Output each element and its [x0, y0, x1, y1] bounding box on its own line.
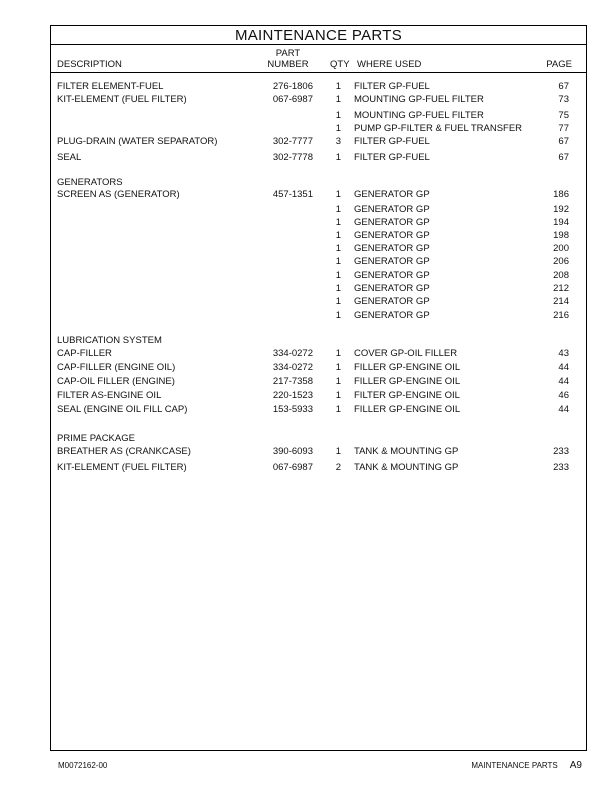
table-row	[51, 376, 586, 388]
row-where-used: TANK & MOUNTING GP	[354, 446, 459, 457]
row-qty: 1	[335, 296, 341, 307]
row-part-number: 220-1523	[272, 390, 313, 401]
row-description: CAP-FILLER	[57, 348, 112, 359]
table-row	[51, 230, 586, 242]
row-qty: 1	[335, 230, 341, 241]
row-description: GENERATORS	[57, 177, 123, 188]
row-qty: 2	[335, 462, 341, 473]
row-part-number: 390-6093	[272, 446, 313, 457]
header-where-used: WHERE USED	[357, 59, 422, 70]
table-row	[51, 362, 586, 374]
row-where-used: FILTER GP-FUEL	[354, 81, 430, 92]
row-where-used: PUMP GP-FILTER & FUEL TRANSFER	[354, 123, 523, 134]
header-part-line1: PART	[275, 48, 301, 59]
row-page: 194	[553, 217, 569, 228]
row-qty: 1	[335, 376, 341, 387]
table-row	[51, 310, 586, 322]
table-row	[51, 81, 586, 93]
row-qty: 1	[335, 270, 341, 281]
row-qty: 1	[335, 362, 341, 373]
header-part-line2: NUMBER	[267, 59, 309, 70]
row-part-number: 217-7358	[272, 376, 313, 387]
row-description: CAP-OIL FILLER (ENGINE)	[57, 376, 175, 387]
row-qty: 1	[335, 217, 341, 228]
table-row	[51, 270, 586, 282]
table-row	[51, 243, 586, 255]
row-description: PRIME PACKAGE	[57, 433, 135, 444]
row-page: 192	[553, 204, 569, 215]
row-qty: 1	[335, 81, 341, 92]
row-page: 212	[553, 283, 569, 294]
row-part-number: 276-1806	[272, 81, 313, 92]
row-qty: 1	[335, 348, 341, 359]
row-qty: 1	[335, 256, 341, 267]
row-where-used: MOUNTING GP-FUEL FILTER	[354, 94, 484, 105]
table-row	[51, 204, 586, 216]
row-where-used: GENERATOR GP	[354, 230, 430, 241]
row-part-number: 457-1351	[272, 189, 313, 200]
row-page: 233	[553, 446, 569, 457]
footer-page-number: A9	[569, 760, 582, 771]
row-where-used: FILTER GP-ENGINE OIL	[354, 390, 460, 401]
table-row	[51, 446, 586, 458]
row-page: 67	[558, 152, 569, 163]
row-where-used: MOUNTING GP-FUEL FILTER	[354, 110, 484, 121]
row-page: 198	[553, 230, 569, 241]
row-where-used: FILTER GP-FUEL	[354, 136, 430, 147]
row-page: 214	[553, 296, 569, 307]
row-page: 73	[558, 94, 569, 105]
row-page: 46	[558, 390, 569, 401]
row-qty: 1	[335, 390, 341, 401]
row-page: 200	[553, 243, 569, 254]
page-title: MAINTENANCE PARTS	[51, 26, 586, 45]
row-where-used: COVER GP-OIL FILLER	[354, 348, 458, 359]
table-row	[51, 390, 586, 402]
table-row	[51, 348, 586, 360]
row-page: 186	[553, 189, 569, 200]
row-description: SEAL	[57, 152, 82, 163]
row-page: 67	[558, 81, 569, 92]
row-description: KIT-ELEMENT (FUEL FILTER)	[57, 462, 187, 473]
row-qty: 1	[335, 310, 341, 321]
row-description: LUBRICATION SYSTEM	[57, 335, 162, 346]
row-page: 43	[558, 348, 569, 359]
table-row	[51, 296, 586, 308]
row-qty: 1	[335, 110, 341, 121]
table-row	[51, 217, 586, 229]
row-description: FILTER ELEMENT-FUEL	[57, 81, 164, 92]
row-where-used: GENERATOR GP	[354, 296, 430, 307]
table-row	[51, 123, 586, 135]
row-qty: 1	[335, 243, 341, 254]
row-page: 44	[558, 362, 569, 373]
row-where-used: FILLER GP-ENGINE OIL	[354, 376, 461, 387]
row-where-used: GENERATOR GP	[354, 217, 430, 228]
parts-table-frame	[50, 25, 587, 751]
row-where-used: GENERATOR GP	[354, 256, 430, 267]
row-qty: 1	[335, 204, 341, 215]
row-where-used: GENERATOR GP	[354, 204, 430, 215]
row-qty: 1	[335, 189, 341, 200]
row-description: SCREEN AS (GENERATOR)	[57, 189, 180, 200]
row-page: 233	[553, 462, 569, 473]
row-page: 67	[558, 136, 569, 147]
row-qty: 1	[335, 152, 341, 163]
row-qty: 3	[335, 136, 341, 147]
table-row	[51, 189, 586, 201]
row-where-used: FILLER GP-ENGINE OIL	[354, 404, 461, 415]
table-row	[51, 283, 586, 295]
row-part-number: 067-6987	[272, 94, 313, 105]
footer-right	[471, 761, 582, 771]
table-row	[51, 136, 586, 148]
row-part-number: 334-0272	[272, 362, 313, 373]
row-part-number: 302-7778	[272, 152, 313, 163]
section-heading	[51, 335, 586, 347]
row-description: BREATHER AS (CRANKCASE)	[57, 446, 191, 457]
row-where-used: GENERATOR GP	[354, 243, 430, 254]
row-description: KIT-ELEMENT (FUEL FILTER)	[57, 94, 187, 105]
row-part-number: 302-7777	[272, 136, 313, 147]
table-row	[51, 94, 586, 106]
table-row	[51, 404, 586, 416]
section-heading	[51, 433, 586, 445]
row-qty: 1	[335, 404, 341, 415]
row-description: SEAL (ENGINE OIL FILL CAP)	[57, 404, 188, 415]
row-where-used: GENERATOR GP	[354, 283, 430, 294]
footer-doc-number: M0072162-00	[58, 761, 108, 770]
row-qty: 1	[335, 283, 341, 294]
row-page: 206	[553, 256, 569, 267]
row-part-number: 153-5933	[272, 404, 313, 415]
row-qty: 1	[335, 123, 341, 134]
table-row	[51, 110, 586, 122]
header-qty: QTY	[330, 59, 350, 70]
row-page: 77	[558, 123, 569, 134]
row-description: CAP-FILLER (ENGINE OIL)	[57, 362, 176, 373]
row-where-used: GENERATOR GP	[354, 270, 430, 281]
row-part-number: 067-6987	[272, 462, 313, 473]
row-page: 44	[558, 376, 569, 387]
row-where-used: FILTER GP-FUEL	[354, 152, 430, 163]
row-page: 44	[558, 404, 569, 415]
row-part-number: 334-0272	[272, 348, 313, 359]
footer-section: MAINTENANCE PARTS	[471, 761, 558, 770]
table-row	[51, 256, 586, 268]
row-where-used: FILLER GP-ENGINE OIL	[354, 362, 461, 373]
row-page: 208	[553, 270, 569, 281]
row-description: FILTER AS-ENGINE OIL	[57, 390, 162, 401]
table-row	[51, 152, 586, 164]
header-page: PAGE	[546, 59, 572, 70]
row-page: 75	[558, 110, 569, 121]
parts-list	[51, 26, 586, 750]
row-page: 216	[553, 310, 569, 321]
row-qty: 1	[335, 94, 341, 105]
row-where-used: GENERATOR GP	[354, 189, 430, 200]
row-where-used: GENERATOR GP	[354, 310, 430, 321]
section-heading	[51, 177, 586, 189]
row-where-used: TANK & MOUNTING GP	[354, 462, 459, 473]
table-row	[51, 462, 586, 474]
row-qty: 1	[335, 446, 341, 457]
header-description: DESCRIPTION	[57, 59, 122, 70]
row-description: PLUG-DRAIN (WATER SEPARATOR)	[57, 136, 218, 147]
